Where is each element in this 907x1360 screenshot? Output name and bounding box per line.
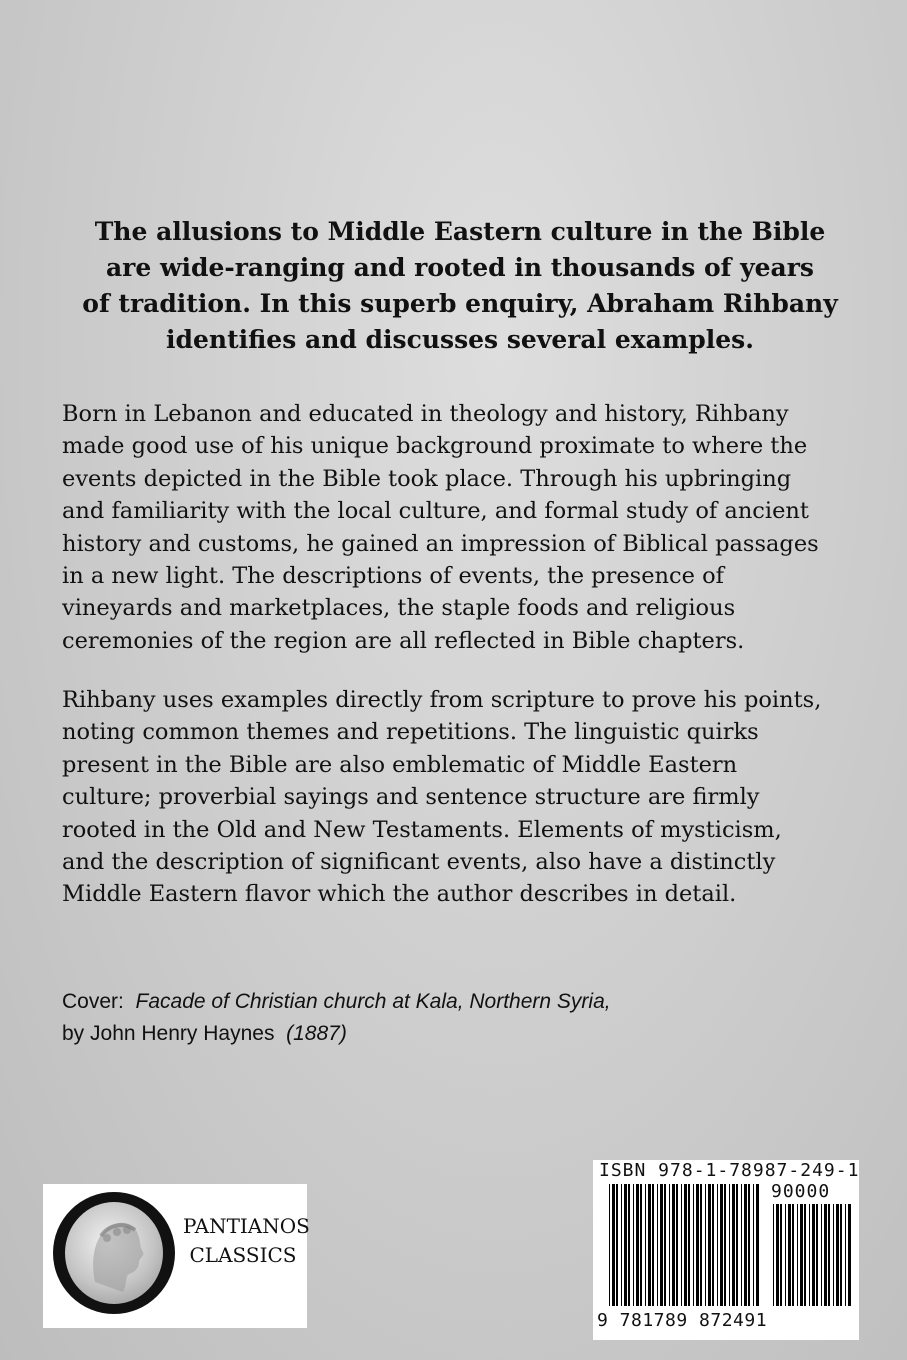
addon-bar: [773, 1204, 774, 1306]
paragraph-line: present in the Bible are also emblematic of Middle Eastern: [62, 751, 738, 778]
addon-bar: [816, 1204, 818, 1306]
addon-bar: [821, 1204, 822, 1306]
addon-bar: [809, 1204, 810, 1306]
paragraph-line: and the description of significant events, also have a distinctly: [62, 849, 776, 876]
barcode-ean-number: 9 781789 872491: [597, 1310, 768, 1331]
paragraph-line: vineyards and marketplaces, the staple foods and religious: [62, 595, 736, 622]
addon-bar: [836, 1204, 839, 1306]
isbn-barcode: [593, 1160, 859, 1340]
barcode-bar: [621, 1184, 622, 1306]
barcode-bar: [624, 1184, 627, 1306]
paragraph-line: noting common themes and repetitions. The linguistic quirks: [62, 719, 759, 746]
paragraph-line: made good use of his unique background proximate to where the: [62, 433, 808, 460]
addon-bar: [780, 1204, 782, 1306]
addon-bar: [800, 1204, 803, 1306]
description-paragraph-2: [62, 684, 862, 911]
barcode-bar: [640, 1184, 642, 1306]
publisher-name-line-2: CLASSICS: [189, 1243, 297, 1267]
barcode-bar: [708, 1184, 711, 1306]
barcode-bar: [660, 1184, 663, 1306]
blurb-line: of tradition. In this superb enquiry, Abraham Rihbany: [82, 289, 838, 318]
addon-bar: [812, 1204, 815, 1306]
barcode-bar: [736, 1184, 738, 1306]
paragraph-line: ceremonies of the region are all reflected in Bible chapters.: [62, 627, 745, 654]
barcode-addon-number: 90000: [771, 1181, 831, 1202]
paragraph-line: and familiarity with the local culture, and formal study of ancient: [62, 498, 809, 525]
barcode-bar: [741, 1184, 742, 1306]
isbn-text: ISBN 978-1-78987-249-1: [599, 1160, 860, 1181]
cover-artist: by John Henry Haynes: [62, 1022, 275, 1045]
paragraph-line: events depicted in the Bible took place. Through his upbringing: [62, 465, 792, 492]
barcode-bar: [717, 1184, 718, 1306]
paragraph-line: Rihbany uses examples directly from scripture to prove his points,: [62, 687, 822, 713]
coin-portrait-icon: [53, 1192, 175, 1314]
paragraph-line: Born in Lebanon and educated in theology and history, Rihbany: [62, 401, 789, 427]
barcode-bar: [744, 1184, 747, 1306]
barcode-bar: [672, 1184, 675, 1306]
description-paragraph-1: [62, 398, 862, 657]
cover-credit-line-1: [62, 986, 611, 1018]
addon-bar: [828, 1204, 830, 1306]
barcode-bar: [696, 1184, 699, 1306]
barcode-bar: [652, 1184, 654, 1306]
barcode-bar: [732, 1184, 735, 1306]
barcode-bar: [612, 1184, 615, 1306]
addon-bar: [776, 1204, 779, 1306]
barcode-bar: [633, 1184, 634, 1306]
barcode-bar: [645, 1184, 646, 1306]
cover-title: Facade of Christian church at Kala, Northern Syria,: [135, 990, 611, 1013]
publisher-logo: [43, 1184, 310, 1328]
barcode-bar: [720, 1184, 723, 1306]
addon-bar: [785, 1204, 786, 1306]
barcode-bar: [729, 1184, 730, 1306]
addon-bar: [845, 1204, 846, 1306]
blurb-line: are wide-ranging and rooted in thousands of years: [105, 253, 815, 282]
addon-bar: [792, 1204, 794, 1306]
barcode-bar: [693, 1184, 694, 1306]
barcode-bar: [688, 1184, 690, 1306]
barcode-bar: [748, 1184, 750, 1306]
paragraph-line: in a new light. The descriptions of events, the presence of: [62, 563, 724, 590]
barcode-bar: [676, 1184, 678, 1306]
barcode-bar: [616, 1184, 618, 1306]
barcode-bar: [657, 1184, 658, 1306]
addon-bar: [848, 1204, 851, 1306]
barcode-bar: [636, 1184, 639, 1306]
blurb-line: The allusions to Middle Eastern culture in the Bible: [94, 217, 826, 246]
barcode-bar: [669, 1184, 670, 1306]
paragraph-line: culture; proverbial sayings and sentence structure are firmly: [62, 784, 760, 811]
barcode-bar: [712, 1184, 714, 1306]
addon-bar: [788, 1204, 791, 1306]
barcode-bar: [756, 1184, 759, 1306]
portrait-silhouette: [65, 1202, 163, 1304]
addon-bar: [797, 1204, 798, 1306]
blurb: [60, 214, 860, 358]
barcode-bar: [705, 1184, 706, 1306]
addon-bar: [824, 1204, 827, 1306]
paragraph-line: Middle Eastern flavor which the author describes in detail.: [62, 881, 737, 908]
cover-year: (1887): [286, 1022, 347, 1045]
addon-bar: [804, 1204, 806, 1306]
publisher-name: [183, 1212, 310, 1270]
addon-bar: [833, 1204, 834, 1306]
barcode-bar: [753, 1184, 754, 1306]
addon-bar: [840, 1204, 842, 1306]
publisher-name-line-1: PANTIANOS: [183, 1214, 310, 1238]
barcode-bar: [724, 1184, 726, 1306]
paragraph-line: rooted in the Old and New Testaments. Elements of mysticism,: [62, 816, 782, 843]
cover-credit-line-2: [62, 1018, 611, 1050]
cover-credit: [62, 986, 611, 1050]
barcode-bar: [664, 1184, 666, 1306]
blurb-line: identifies and discusses several examples.: [166, 325, 754, 354]
cover-label: Cover:: [62, 990, 124, 1013]
paragraph-line: history and customs, he gained an impression of Biblical passages: [62, 530, 819, 557]
barcode-bar: [648, 1184, 651, 1306]
barcode-bar: [681, 1184, 682, 1306]
barcode-bar: [628, 1184, 630, 1306]
barcode-bar: [700, 1184, 702, 1306]
barcode-bar: [609, 1184, 610, 1306]
barcode-bar: [684, 1184, 687, 1306]
coin-face: [65, 1202, 163, 1304]
